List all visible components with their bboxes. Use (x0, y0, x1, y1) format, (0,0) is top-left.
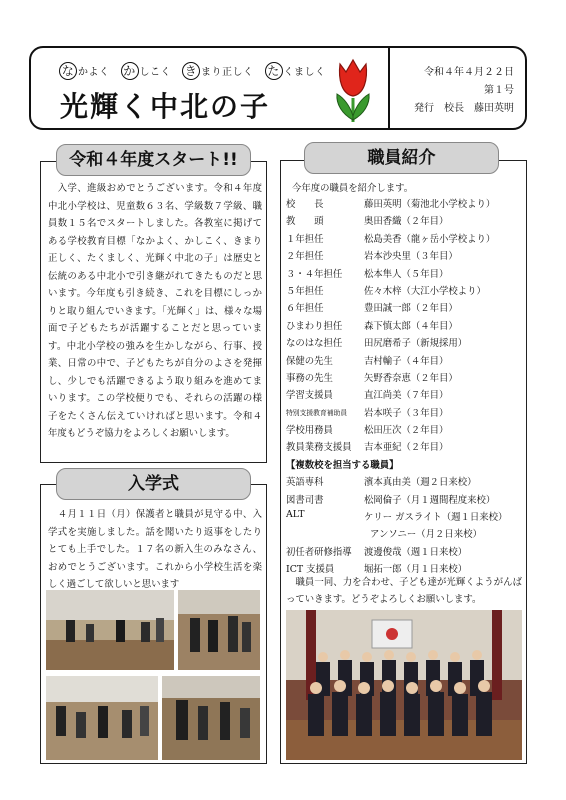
staff-name: ケリー ガスライト（週１日来校） (364, 512, 508, 524)
staff-name: 豊田誠一郎（２年目） (364, 303, 458, 315)
staff-role: 初任者研修指導 (286, 546, 352, 558)
staff-role: ひまわり担任 (286, 320, 343, 332)
issue-info (396, 64, 522, 118)
staff-role: 保健の先生 (286, 355, 333, 367)
issue-date: 令和４年４月２２日 (424, 67, 514, 78)
publisher: 発行 校長 藤田英明 (414, 103, 514, 114)
staff-row (286, 213, 522, 230)
ceremony-photo (162, 676, 260, 760)
staff-row (286, 526, 522, 543)
motto-initial: き (182, 62, 200, 80)
staff-role: 学校用務員 (286, 425, 333, 437)
staff-name: 渡邊俊哉（週１日来校） (364, 546, 468, 558)
staff-role: ６年担任 (286, 303, 324, 315)
staff-name: 田尻磨希子（新規採用） (364, 338, 468, 350)
staff-row (286, 370, 522, 387)
header-divider (388, 48, 390, 128)
staff-row (286, 509, 522, 526)
staff-name: 奥田香織（２年目） (364, 216, 449, 228)
staff-intro: 今年度の職員を紹介します。 (292, 183, 414, 194)
motto-initial: な (59, 62, 77, 80)
staff-role: 特別支援教育補助員 (286, 408, 348, 417)
staff-list (286, 196, 522, 579)
staff-role: なのはな担任 (286, 338, 343, 350)
staff-row (286, 474, 522, 491)
staff-group-photo (286, 610, 522, 760)
staff-role: ３・４年担任 (286, 268, 343, 280)
staff-role: 英語専科 (286, 477, 324, 489)
staff-name: 松本隼人（５年目） (364, 268, 449, 280)
staff-name: 岩本咲子（３年目） (364, 407, 449, 419)
staff-row (286, 387, 522, 404)
staff-name: 直江尚美（７年目） (364, 390, 449, 402)
staff-closing: 職員一同、力を合わせ、子ども達が光輝くようがんばっていきます。どうぞよろしくお願いします。 (286, 577, 522, 605)
tulip-icon (330, 54, 376, 124)
staff-name: 佐々木梓（大江小学校より） (364, 285, 486, 297)
motto-initial: か (121, 62, 139, 80)
staff-role: ５年担任 (286, 285, 324, 297)
staff-role: 校 長 (286, 199, 324, 210)
entrance-section-title: 入学式 (56, 468, 251, 500)
staff-row (286, 283, 522, 300)
start-section-title: 令和４年度スタート!! (56, 144, 251, 176)
staff-name: 吉村輸子（４年目） (364, 355, 449, 367)
staff-role: 教員業務支援員 (286, 442, 352, 454)
motto-rest: かよく (78, 67, 110, 78)
staff-row (286, 196, 522, 213)
staff-role: 図書司書 (286, 494, 324, 506)
staff-name: アンソニー（月２日来校） (370, 529, 482, 541)
ceremony-photo (178, 590, 260, 670)
start-section-body: 入学、進級おめでとうございます。令和４年度中北小学校は、児童数６３名、学級数７学級、職員数１５名でスタートしました。各教室に掲げてある学校教育目標「なかよく、かしこく、きまり正しく、たくましく、光輝く中北の子」は歴史と伝統のある中北小で引き継がれてきたものだと思います。今年度も引き続き、これを目標にしっかりと取り組んでいきます。「光輝く」は、様々な場面で子どもたちが活躍することだと思っています。中北小学校の強みを生かしながら、行事、授業、日常の中で、子どもたちが自分のよさを発揮し、少しでも活躍できるよう取り組みを進めてまいります。この学校便りでも、それらの活躍の様子をたくさん伝えていければと思います。令和４年度もどうぞ協力をよろしくお願いします。 (48, 183, 262, 439)
staff-name: 堀拓一郎（月１日来校） (364, 564, 468, 576)
motto-rest: しこく (139, 67, 171, 78)
entrance-section-body: ４月１１日（月）保護者と職員が見守る中、入学式を実施しました。話を聞いたり返事をしたりとても上手でした。１７名の新入生のみなさん、おめでとうございます。これから小学校生活を楽しく過ごして欲しいと思います (48, 509, 262, 590)
staff-name: 松田圧次（２年目） (364, 425, 449, 437)
staff-role: 学習支援員 (286, 390, 333, 402)
ceremony-photo (46, 676, 158, 760)
staff-name: 吉本亜紀（２年目） (364, 442, 449, 454)
staff-row (286, 231, 522, 248)
staff-name: 濱本真由美（週２日来校） (364, 477, 477, 489)
staff-row (286, 318, 522, 335)
staff-role: ２年担任 (286, 251, 324, 263)
staff-name: 松岡倫子（月１週間程度来校） (364, 494, 496, 506)
staff-role: ALT (286, 509, 305, 521)
staff-row (286, 544, 522, 561)
motto-rest: まり正しく (201, 67, 254, 78)
school-motto (58, 62, 332, 80)
multi-school-heading: 【複数校を担当する職員】 (286, 459, 399, 471)
staff-row (286, 422, 522, 439)
motto-rest: くましく (283, 67, 326, 78)
staff-row (286, 405, 522, 422)
staff-row (286, 439, 522, 456)
staff-name: 松島美香（龍ヶ岳小学校より） (364, 233, 496, 245)
motto-initial: た (265, 62, 283, 80)
staff-role: 事務の先生 (286, 372, 333, 384)
ceremony-photo (46, 590, 174, 670)
newsletter-title: 光輝く中北の子 (60, 90, 271, 123)
staff-role: ICT 支援員 (286, 564, 335, 576)
staff-name: 藤田英明（菊池北小学校より） (364, 199, 496, 210)
staff-role: 教 頭 (286, 216, 324, 228)
staff-row (286, 335, 522, 352)
issue-number: 第１号 (484, 85, 514, 96)
staff-row (286, 266, 522, 283)
staff-role: １年担任 (286, 233, 324, 245)
staff-name: 岩本沙央里（３年目） (364, 251, 458, 263)
staff-row (286, 353, 522, 370)
staff-name: 森下慎太郎（４年目） (364, 320, 458, 332)
staff-row (286, 248, 522, 265)
staff-row (286, 492, 522, 509)
staff-row (286, 300, 522, 317)
staff-section-title: 職員紹介 (304, 142, 499, 174)
staff-name: 矢野香奈恵（２年目） (364, 372, 458, 384)
